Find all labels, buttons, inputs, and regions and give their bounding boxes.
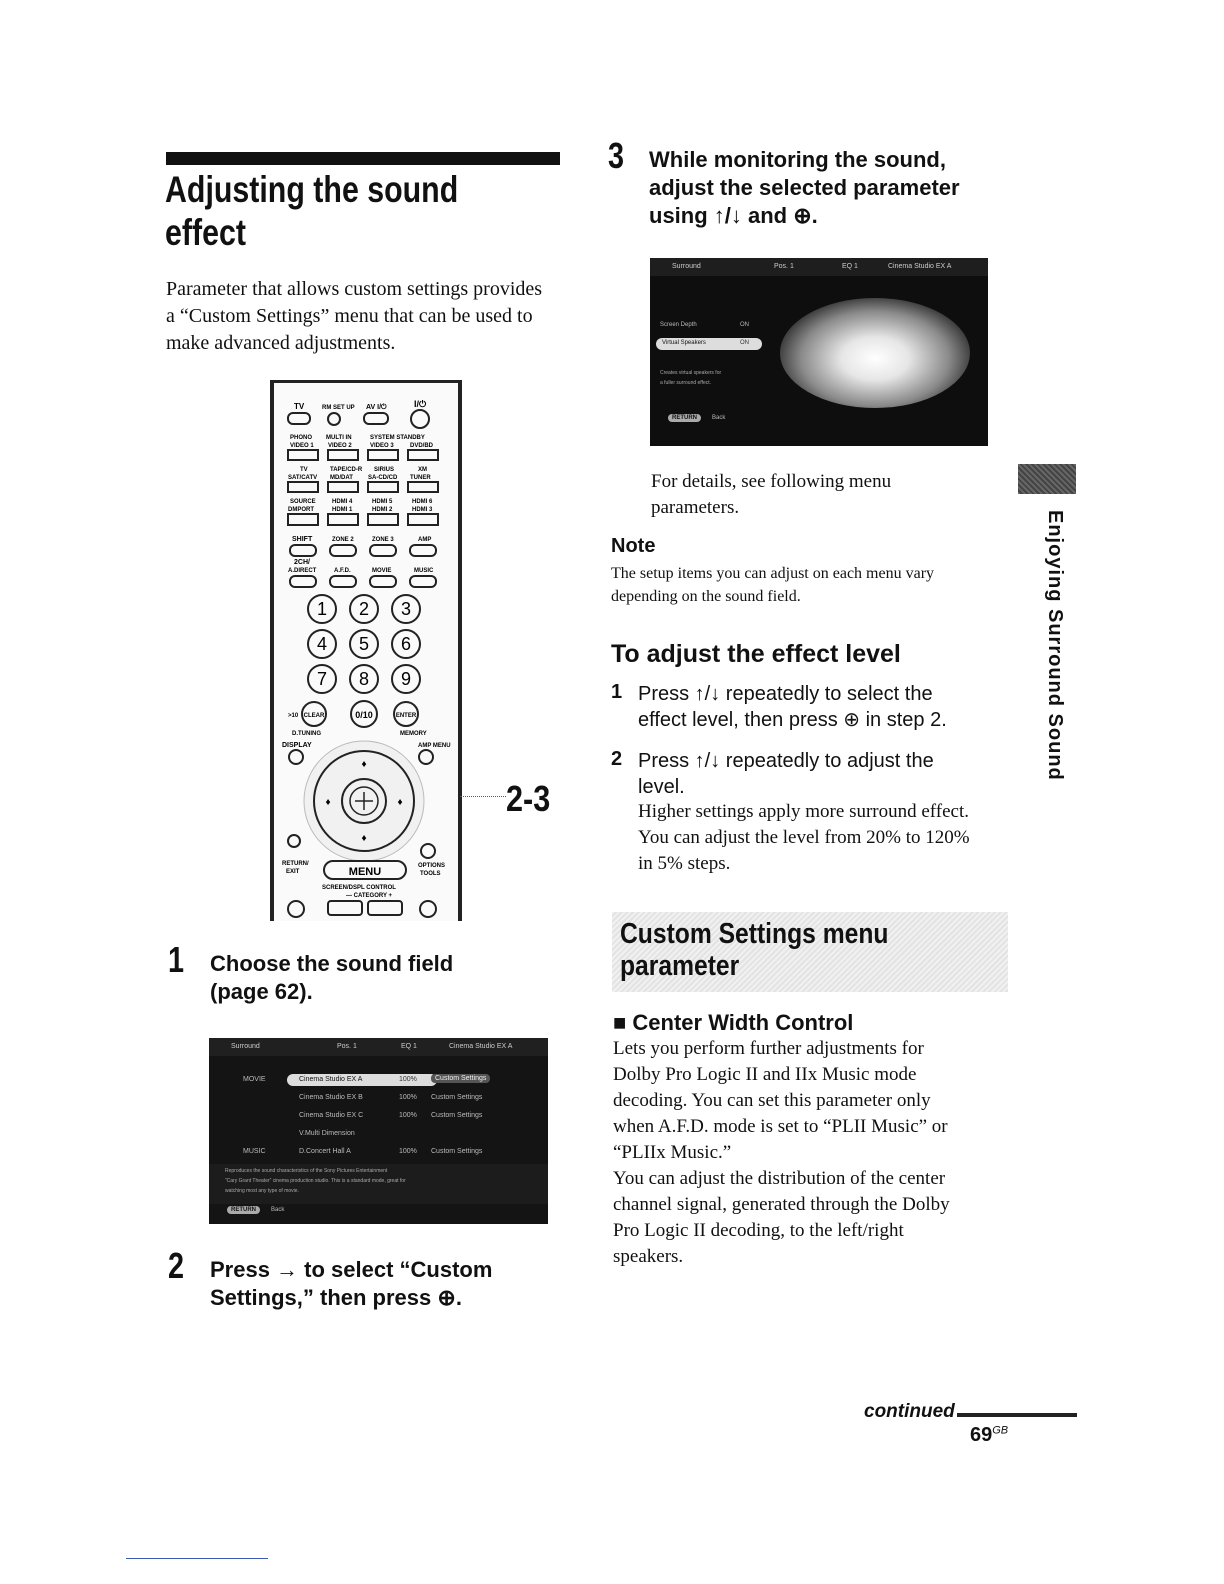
svg-text:♦: ♦ [325,797,331,808]
sat-catv-button [288,482,318,492]
sound-field-menu-screen [209,1038,548,1224]
power-button [411,410,429,428]
header-item: EQ 1 [401,1043,417,1050]
prev-button [288,901,304,917]
center-width-paragraph-2 [613,1166,1003,1270]
remote-control-illustration [270,380,462,921]
step-line: adjust the selected parameter [649,175,960,200]
remote-label: D.TUNING [292,731,321,737]
text-line: Higher settings apply more surround effect. [638,801,970,822]
num-label: 8 [358,669,370,689]
remote-label: HDMI 6 [412,499,433,505]
text-line: decoding. You can set this parameter only [613,1090,931,1111]
remote-label: MULTI IN [326,435,352,441]
item-value: ON [740,340,749,346]
custom-settings-button: Custom Settings [431,1112,483,1119]
hdmi2-button [368,514,398,525]
remote-label: TUNER [410,475,431,481]
a-direct-button [290,576,316,587]
bottom-rule [126,1558,268,1559]
category-minus-button [328,901,362,915]
dmport-button [288,514,318,525]
text-line: depending on the sound field. [611,588,801,605]
remote-label: DVD/BD [410,443,434,449]
remote-label: VIDEO 1 [290,443,314,449]
remote-label: ENTER [395,713,417,719]
text-line: channel signal, generated through the Dolby [613,1194,950,1215]
text-line: The setup items you can adjust on each menu vary [611,565,935,582]
sacd-cd-button [368,482,398,492]
description-line: “Cary Grant Theater” cinema production studio. This is a standard mode, great for [225,1178,406,1184]
remote-label: SAT/CATV [288,475,318,481]
row-name: V.Multi Dimension [299,1130,355,1137]
num-label: 9 [400,669,412,689]
afd-button [330,576,356,587]
remote-label: MOVIE [372,568,392,574]
text-line: in 5% steps. [638,853,731,874]
text-line: Lets you perform further adjustments for [613,1038,924,1059]
row-category: MUSIC [243,1148,266,1155]
dvd-bd-button [408,450,438,460]
svg-text:♦: ♦ [397,797,403,808]
virtual-speaker-graphic [780,298,970,408]
step-line: using ↑/↓ and ⊕. [649,203,818,228]
remote-label: OPTIONS [418,863,446,869]
custom-settings-screen [650,258,988,446]
row-name: Cinema Studio EX C [299,1112,364,1119]
svg-text:♦: ♦ [361,833,367,844]
back-label: Back [271,1207,285,1213]
movie-button [370,576,396,587]
step-number: 1 [168,939,185,980]
page-number-value: 69 [970,1424,993,1446]
custom-settings-button: Custom Settings [431,1074,490,1083]
video2-button [328,450,358,460]
remote-label: >10 [288,713,299,719]
remote-label: HDMI 5 [372,499,393,505]
description-line: watching most any type of movie. [225,1188,299,1194]
description-line: a fuller surround effect. [660,380,712,386]
continued-label: continued [864,1401,955,1422]
section-heading-line: Custom Settings menu [620,918,889,950]
remote-label: DMPORT [288,507,314,513]
row-name: Cinema Studio EX A [299,1076,363,1083]
text-line: Dolby Pro Logic II and IIx Music mode [613,1064,917,1085]
remote-label: EXIT [286,869,300,875]
remote-label: XM [418,467,427,473]
num-label: 5 [358,634,370,654]
remote-label: SHIFT [292,536,313,543]
text-line: You can adjust the level from 20% to 120% [638,827,970,848]
return-button: RETURN [227,1206,260,1214]
remote-label: HDMI 3 [412,507,433,513]
remote-label: DISPLAY [282,742,312,749]
text-line: For details, see following menu [651,471,892,492]
header-item: Pos. 1 [337,1043,357,1050]
text-line: speakers. [613,1246,684,1267]
page-title [165,168,493,254]
menu-label: MENU [348,866,382,878]
effect-step-2 [638,748,934,800]
svg-text:♦: ♦ [361,759,367,770]
step-line: Press → to select “Custom [210,1257,493,1282]
remote-label: — CATEGORY + [346,893,393,899]
remote-label: 0/10 [355,710,373,720]
num-label: 7 [316,669,328,689]
remote-label: TV [300,467,308,473]
header-item: Surround [231,1043,260,1050]
zone3-button [370,545,396,556]
remote-label: ZONE 2 [332,537,354,543]
remote-label: HDMI 2 [372,507,393,513]
chapter-tab [1018,464,1076,494]
center-width-heading: ■ Center Width Control [613,1010,854,1035]
remote-label: VIDEO 3 [370,443,394,449]
header-item: Cinema Studio EX A [449,1043,513,1050]
return-button: RETURN [668,414,701,422]
row-value: 100% [399,1148,417,1155]
options-button [421,844,435,858]
section-heading [620,918,888,982]
remote-label: MEMORY [400,731,427,737]
text-line: You can adjust the distribution of the center [613,1168,946,1189]
intro-paragraph [166,276,566,357]
remote-label: SA-CD/CD [368,475,398,481]
remote-label: RM SET UP [322,405,355,411]
num-label: 4 [316,634,328,654]
text-line: effect level, then press ⊕ in step 2. [638,709,947,731]
remote-label: RETURN/ [282,861,309,867]
callout-label: 2-3 [506,778,551,819]
custom-settings-button: Custom Settings [431,1148,483,1155]
num-label: 2 [358,599,370,619]
screen-header [209,1038,548,1056]
remote-label: SYSTEM STANDBY [370,435,425,441]
row-value: 100% [399,1076,417,1083]
header-item: EQ 1 [842,263,858,270]
display-button [289,750,303,764]
remote-label: MD/DAT [330,475,353,481]
title-rule [166,152,560,165]
remote-label: TV [294,402,305,411]
header-item: Surround [672,263,701,270]
description-line: Creates virtual speakers for [660,370,722,376]
num-label: 3 [400,599,412,619]
item-label: Virtual Speakers [662,340,706,346]
text-line: Press ↑/↓ repeatedly to adjust the [638,750,934,772]
remote-label: CLEAR [303,713,325,719]
remote-label: HDMI 4 [332,499,353,505]
section-heading-line: parameter [620,950,740,982]
header-item: Cinema Studio EX A [888,263,952,270]
effect-level-heading: To adjust the effect level [611,640,901,668]
video1-button [288,450,318,460]
intro-line: make advanced adjustments. [166,332,396,354]
remote-label: SIRIUS [374,467,395,473]
title-line-2: effect [165,212,246,253]
remote-label: 2CH/ [294,559,310,566]
shift-button [290,545,316,556]
remote-label: HDMI 1 [332,507,353,513]
remote-label: SCREEN/DSPL CONTROL [322,885,396,891]
remote-label: MUSIC [414,568,434,574]
step-number: 1 [611,681,623,703]
remote-label: I/⏻ [414,399,427,409]
effect-step-2-detail [638,799,1018,877]
step-number: 2 [611,748,623,770]
description-line: Reproduces the sound characteristics of the Sony Pictures Entertainment [225,1168,388,1174]
music-button [410,576,436,587]
text-line: Press ↑/↓ repeatedly to select the [638,683,933,705]
step-line: Choose the sound field [210,951,454,976]
text-line: parameters. [651,497,740,518]
row-name: Cinema Studio EX B [299,1094,363,1101]
return-icon [288,835,300,847]
step-number: 3 [608,135,625,176]
description-panel [209,1164,548,1204]
details-paragraph [651,469,991,521]
amp-button [410,545,436,556]
num-label: 6 [400,634,412,654]
remote-label: TOOLS [420,871,441,877]
remote-label: A.DIRECT [288,568,317,574]
row-value: 100% [399,1094,417,1101]
row-value: 100% [399,1112,417,1119]
back-label: Back [712,415,726,421]
text-line: “PLIIx Music.” [613,1142,732,1163]
continued-rule [957,1413,1077,1417]
step-3-text [649,146,960,230]
remote-label: TAPE/CD-R [330,467,363,473]
step-1-text [210,950,453,1006]
note-text [611,562,934,608]
remote-label: AMP [418,537,432,543]
remote-label: VIDEO 2 [328,443,352,449]
hdmi1-button [328,514,358,525]
remote-label: AMP MENU [418,743,451,749]
page-number [970,1424,1008,1447]
text-line: level. [638,776,685,798]
callout-line [460,796,506,797]
remote-svg [274,383,458,921]
item-value: ON [740,322,749,328]
remote-label: ZONE 3 [372,537,394,543]
step-2-text [210,1256,492,1312]
av-power-button [364,413,388,424]
page-number-suffix: GB [992,1424,1009,1437]
step-number: 2 [168,1245,185,1286]
center-width-paragraph-1 [613,1036,1003,1166]
md-dat-button [328,482,358,492]
remote-label: A.F.D. [334,568,351,574]
amp-menu-button [419,750,433,764]
zone2-button [330,545,356,556]
remote-label: AV I/⏻ [366,404,387,411]
next-button [420,901,436,917]
row-category: MOVIE [243,1076,266,1083]
custom-settings-button: Custom Settings [431,1094,483,1101]
step-line: Settings,” then press ⊕. [210,1285,462,1310]
remote-label: SOURCE [290,499,316,505]
category-plus-button [368,901,402,915]
num-label: 1 [316,599,328,619]
text-line: when A.F.D. mode is set to “PLII Music” or [613,1116,948,1137]
video3-button [368,450,398,460]
effect-step-1 [638,681,947,733]
screen-header [650,258,988,276]
rm-setup-button [328,413,340,425]
remote-label: PHONO [290,435,313,441]
tuner-button [408,482,438,492]
step-line: (page 62). [210,979,313,1004]
step-line: While monitoring the sound, [649,147,946,172]
hdmi3-button [408,514,438,525]
title-line-1: Adjusting the sound [165,169,459,210]
item-label: Screen Depth [660,322,697,328]
row-name: D.Concert Hall A [299,1148,351,1155]
tv-button [288,413,310,424]
header-item: Pos. 1 [774,263,794,270]
text-line: Pro Logic II decoding, to the left/right [613,1220,904,1241]
chapter-label: Enjoying Surround Sound [1044,510,1066,781]
intro-line: Parameter that allows custom settings provides [166,278,543,300]
intro-line: a “Custom Settings” menu that can be used to [166,305,533,327]
note-heading: Note [611,535,656,557]
